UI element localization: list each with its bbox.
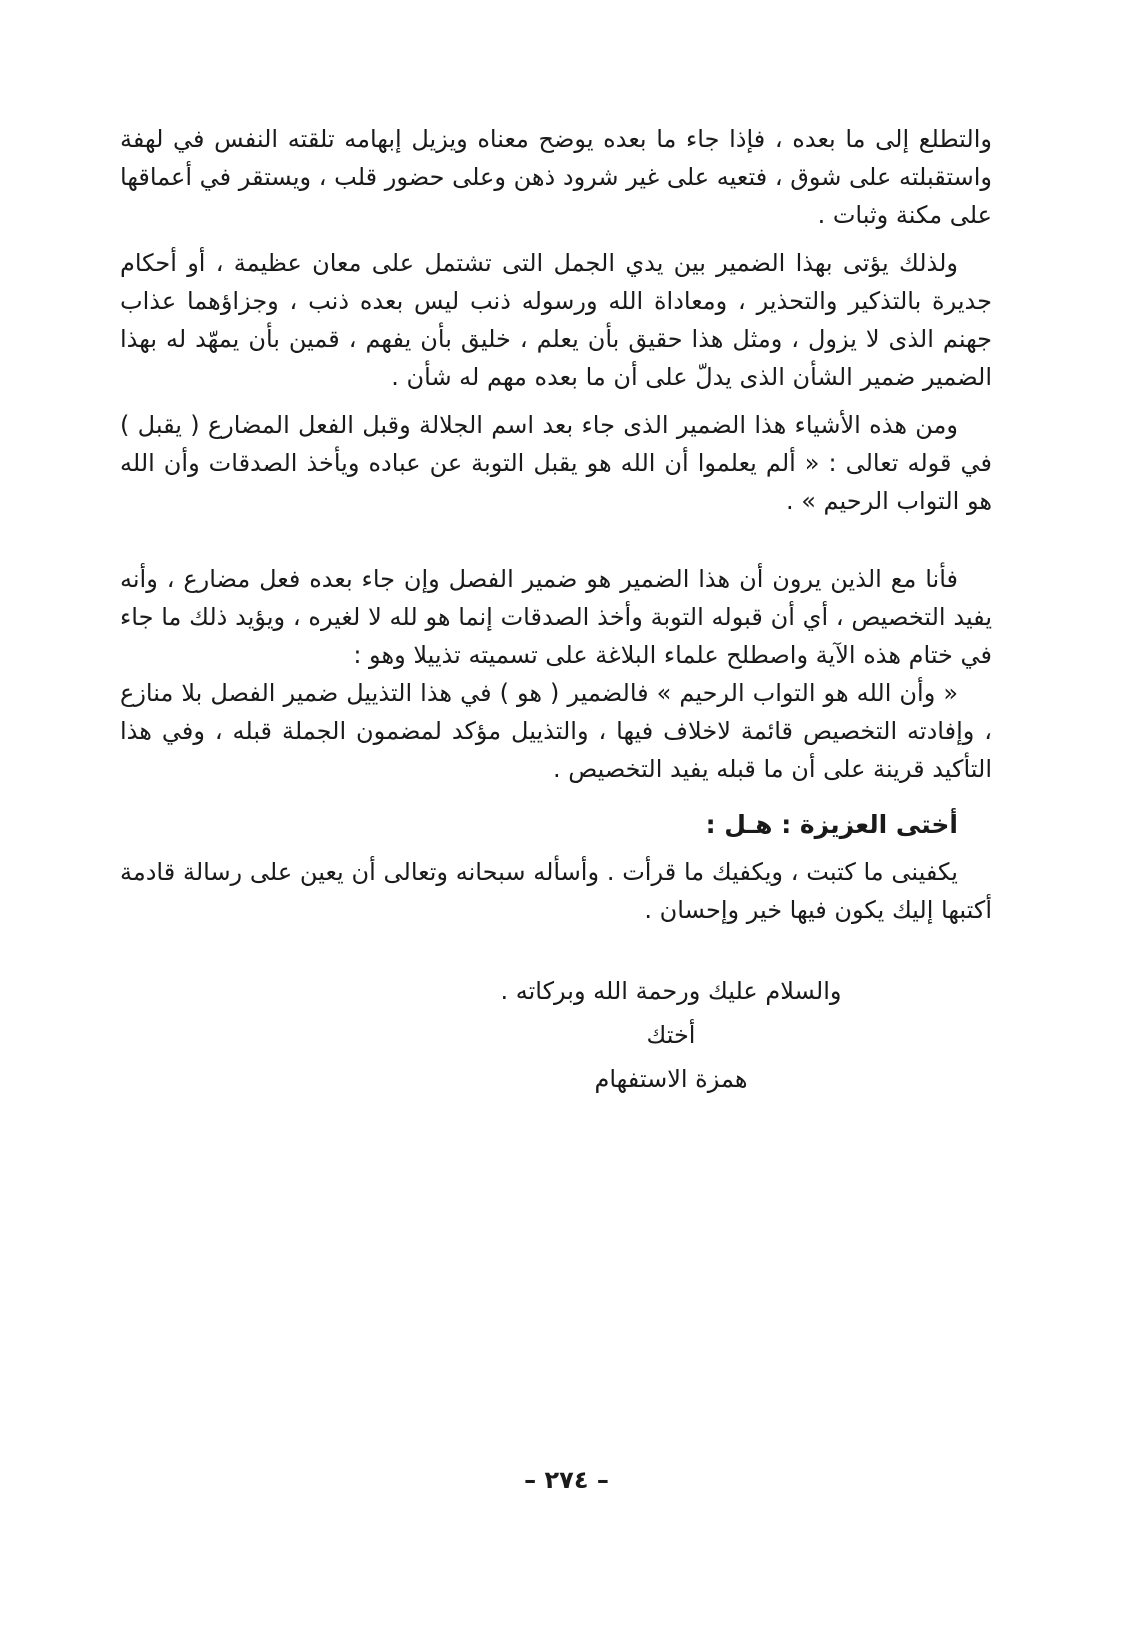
- paragraph-opinion: فأنا مع الذين يرون أن هذا الضمير هو ضمير الفصل وإن جاء بعده فعل مضارع ، وأنه يفيد التخصيص ، أي أن قبوله التوبة وأخذ الصدقات إنما هو لله لا لغيره ، ويؤيد ذلك ما جاء في ختام هذه الآية واصطلح علماء البلاغة على تسميته تذييلا وهو :: [120, 565, 992, 669]
- closing-greeting: والسلام عليك ورحمة الله وبركاته .: [500, 977, 842, 1005]
- document-page: [120, 120, 992, 1105]
- paragraph-quran-verse: ومن هذه الأشياء هذا الضمير الذى جاء بعد اسم الجلالة وقبل الفعل المضارع ( يقبل ) في قوله تعالى : « ألم يعلموا أن الله هو يقبل التوبة عن عباده ويأخذ الصدقات وأن الله هو التواب الرحيم » .: [120, 411, 992, 515]
- paragraph-conclusion: يكفينى ما كتبت ، ويكفيك ما قرأت . وأسأله سبحانه وتعالى أن يعين على رسالة قادمة أكتبها إليك يكون فيها خير وإحسان .: [120, 858, 992, 924]
- closing-signature: همزة الاستفهام: [594, 1065, 748, 1093]
- closing-sign-off: أختك: [646, 1021, 696, 1049]
- paragraph-pronoun-usage: ولذلك يؤتى بهذا الضمير بين يدي الجمل التى تشتمل على معان عظيمة ، أو أحكام جديرة بالتذكير والتحذير ، ومعاداة الله ورسوله ذنب ليس بعده ذنب ، وجزاؤهما عذاب جهنم الذى لا يزول ، ومثل هذا حقيق بأن يعلم ، خليق بأن يفهم ، قمين بأن يمهّد له بهذا الضمير ضمير الشأن الذى يدلّ على أن ما بعده مهم له شأن .: [120, 249, 992, 391]
- paragraph-continuation: والتطلع إلى ما بعده ، فإذا جاء ما بعده يوضح معناه ويزيل إبهامه تلقته النفس في لهفة واستقبلته على شوق ، فتعيه على غير شرود ذهن وعلى حضور قلب ، ويستقر في أعماقها على مكنة وثبات .: [120, 125, 992, 229]
- letter-closing: [120, 973, 992, 1097]
- page-number: – ٢٧٤ –: [524, 1466, 609, 1494]
- section-heading: أختى العزيزة : هـل :: [705, 810, 958, 839]
- paragraph-tadhyil: « وأن الله هو التواب الرحيم » فالضمير ( هو ) في هذا التذييل ضمير الفصل بلا منازع ، وإفادته التخصيص قائمة لاخلاف فيها ، والتذييل مؤكد لمضمون الجملة قبله ، وفي هذا التأكيد قرينة على أن ما قبله يفيد التخصيص .: [120, 679, 992, 783]
